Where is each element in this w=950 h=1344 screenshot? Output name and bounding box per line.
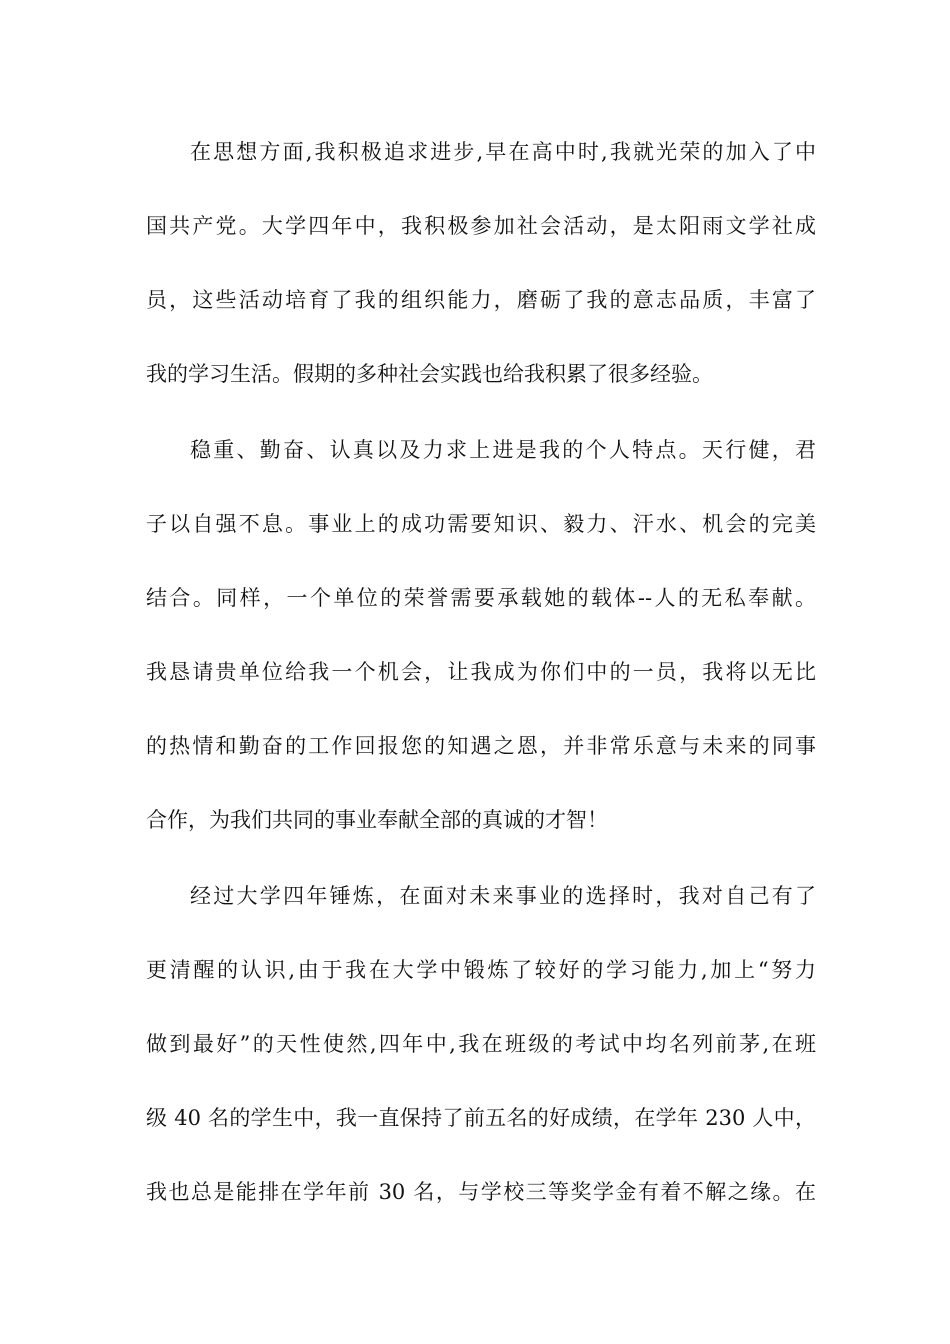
paragraph-3-line-1: 经过大学四年锤炼，在面对未来事业的选择时，我对自己有了 [190, 884, 816, 908]
paragraph-2-line-4: 我恳请贵单位给我一个机会，让我成为你们中的一员，我将以无比 [146, 660, 816, 684]
paragraph-2-line-2: 子以自强不息。事业上的成功需要知识、毅力、汗水、机会的完美 [146, 512, 816, 536]
paragraph-2-line-5: 的热情和勤奋的工作回报您的知遇之恩，并非常乐意与未来的同事 [146, 734, 816, 758]
paragraph-1-line-2: 国共产党。大学四年中，我积极参加社会活动，是太阳雨文学社成 [146, 214, 816, 238]
paragraph-3-line-5: 我也总是能排在学年前 30 名，与学校三等奖学金有着不解之缘。在 [146, 1180, 816, 1204]
paragraph-3-line-3: 做到最好”的天性使然,四年中,我在班级的考试中均名列前茅,在班 [146, 1032, 816, 1056]
paragraph-3-line-4: 级 40 名的学生中，我一直保持了前五名的好成绩，在学年 230 人中， [146, 1106, 816, 1130]
paragraph-1-line-4: 我的学习生活。假期的多种社会实践也给我积累了很多经验。 [146, 362, 713, 386]
paragraph-2-line-1: 稳重、勤奋、认真以及力求上进是我的个人特点。天行健，君 [190, 438, 816, 462]
paragraph-1-line-1: 在思想方面,我积极追求进步,早在高中时,我就光荣的加入了中 [190, 140, 816, 164]
paragraph-1-line-3: 员，这些活动培育了我的组织能力，磨砺了我的意志品质，丰富了 [146, 288, 816, 312]
paragraph-2-line-6: 合作，为我们共同的事业奉献全部的真诚的才智！ [146, 808, 608, 832]
paragraph-2-line-3: 结合。同样，一个单位的荣誉需要承载她的载体--人的无私奉献。 [146, 586, 816, 610]
paragraph-3-line-2: 更清醒的认识,由于我在大学中锻炼了较好的学习能力,加上“努力 [146, 958, 816, 982]
